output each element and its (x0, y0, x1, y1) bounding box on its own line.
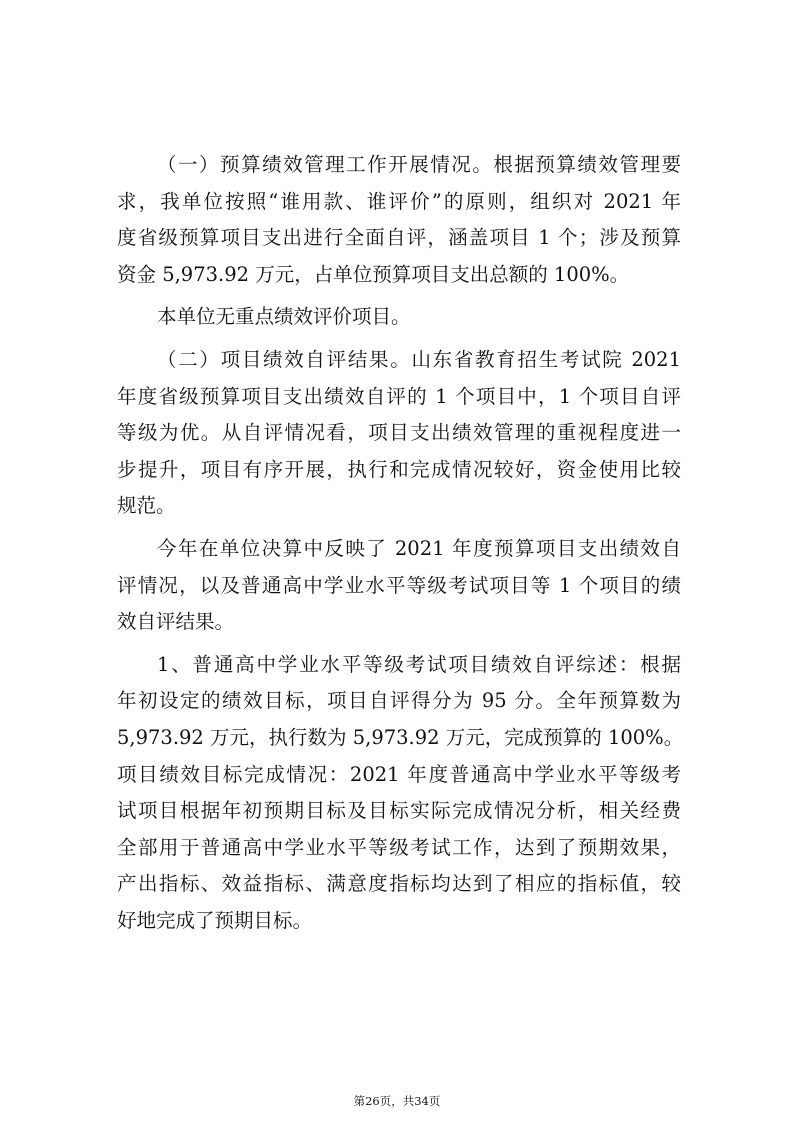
text-line: 效自评结果。 (117, 610, 235, 634)
paragraph-exam-project-summary (117, 647, 684, 940)
text-line: （二）项目绩效自评结果。山东省教育招生考试院 2021 (157, 347, 681, 371)
text-line: 全部用于普通高中学业水平等级考试工作，达到了预期效果， (117, 835, 681, 859)
text-line: 步提升，项目有序开展，执行和完成情况较好，资金使用比较 (117, 457, 681, 481)
text-line: （一）预算绩效管理工作开展情况。根据预算绩效管理要 (157, 153, 681, 176)
paragraph-no-key-evaluation (117, 299, 681, 336)
text-line: 项目绩效目标完成情况：2021 年度普通高中学业水平等级考 (117, 762, 681, 786)
text-line: 1、普通高中学业水平等级考试项目绩效自评综述：根据 (157, 652, 681, 676)
text-line: 年初设定的绩效目标，项目自评得分为 95 分。全年预算数为 (117, 689, 681, 713)
paragraph-budget-performance-overview (117, 147, 681, 293)
text-line: 5,973.92 万元，执行数为 5,973.92 万元，完成预算的 100%。 (117, 725, 684, 749)
text-line: 评情况，以及普通高中学业水平等级考试项目等 1 个项目的绩 (117, 573, 681, 597)
text-line: 试项目根据年初预期目标及目标实际完成情况分析，相关经费 (117, 799, 681, 823)
text-line: 好地完成了预期目标。 (117, 908, 313, 932)
text-line: 度省级预算项目支出进行全面自评，涵盖项目 1 个；涉及预算 (117, 226, 681, 250)
text-line: 等级为优。从自评情况看，项目支出绩效管理的重视程度进一 (117, 421, 681, 445)
text-line: 本单位无重点绩效评价项目。 (157, 305, 411, 329)
text-line: 资金 5,973.92 万元，占单位预算项目支出总额的 100%。 (117, 262, 630, 286)
text-line: 规范。 (117, 494, 176, 518)
paragraph-final-accounts-reflection (117, 531, 681, 641)
text-line: 求，我单位按照“谁用款、谁评价”的原则，组织对 2021 年 (117, 189, 681, 213)
text-line: 产出指标、效益指标、满意度指标均达到了相应的指标值，较 (117, 872, 681, 896)
document-body (117, 147, 684, 945)
page-number-footer: 第26页，共34页 (353, 1094, 441, 1108)
text-line: 年度省级预算项目支出绩效自评的 1 个项目中，1 个项目自评 (117, 384, 681, 408)
text-line: 今年在单位决算中反映了 2021 年度预算项目支出绩效自 (157, 536, 681, 560)
paragraph-self-evaluation-results (117, 342, 681, 525)
